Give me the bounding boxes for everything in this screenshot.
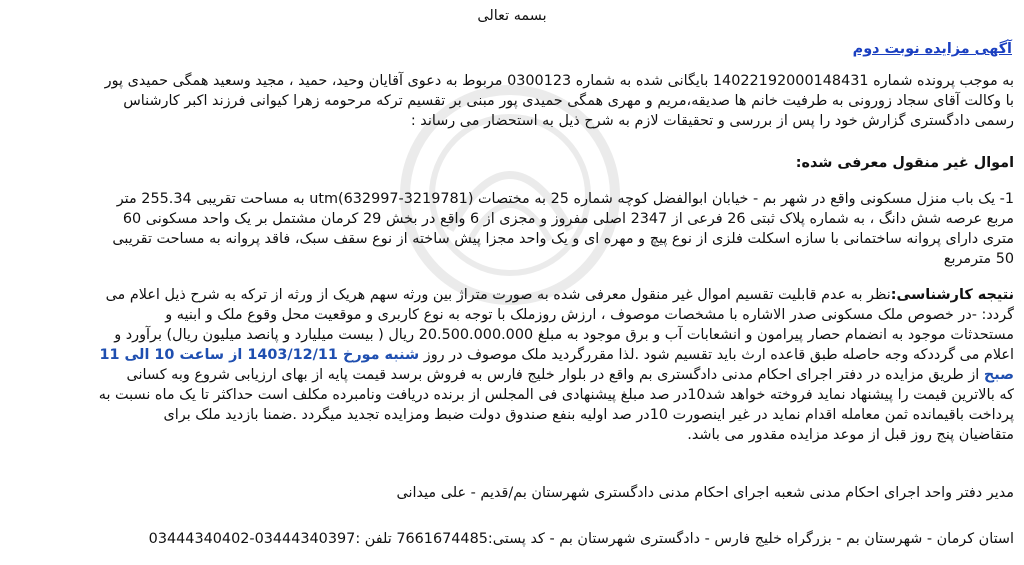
notice-title: آگهی مزایده نوبت دوم bbox=[852, 41, 1012, 57]
result-line-7: پرداخت باقیمانده ثمن معامله اقدام نماید در غیر اینصورت 10در صد اولیه بنفع صندوق دولت ضبط ومزایده تجدید میگردد .ضمنا بازدید ملک برای bbox=[163, 407, 1014, 423]
signature-line: مدیر دفتر واحد اجرای احکام مدنی شعبه اجرای احکام مدنی دادگستری شهرستان بم/قدیم - علی میدانی bbox=[396, 485, 1014, 501]
property-line-3: متری دارای پروانه ساختمانی با سازه اسکلت فلزی از نوع پیچ و مهره ای و یک واحد مجزا پیش ساخته از نوع سقف سبک، فاقد پروانه به مساحت تقریبی bbox=[112, 231, 1014, 247]
section-heading: اموال غیر منقول معرفی شده: bbox=[795, 155, 1014, 171]
result-line-8: متقاضیان پنج روز قبل از موعد مزایده مقدور می باشد. bbox=[687, 427, 1014, 443]
result-line-2: گردد: -در خصوص ملک مسکونی صدر الاشاره با مشخصات موصوف ، ارزش روزملک با توجه به نوع کاربری و موقعیت محل وقوع ملک و ابنیه و bbox=[165, 307, 1014, 323]
property-line-2: مربع عرصه شش دانگ ، به شماره پلاک ثبتی 26 فرعی از 2347 اصلی مفروز و مجزی از 6 واقع در بخش 29 کرمان مشتمل بر یک واحد مسکونی 60 bbox=[122, 211, 1014, 227]
auction-time-suffix: صبح bbox=[983, 367, 1014, 383]
property-line-4: 50 مترمربع bbox=[943, 251, 1014, 267]
result-line-5: از طریق مزایده در دفتر اجرای احکام مدنی دادگستری بم واقع در بلوار خلیج فارس به فروش برسد قیمت پایه از بهای ارزیابی شروع وبه کسانی bbox=[126, 367, 984, 383]
intro-line-3: رسمی دادگستری گزارش خود را پس از بررسی و تحقیقات لازم به شرح ذیل به استحضار می رساند : bbox=[410, 113, 1014, 129]
property-line-1: 1- یک باب منزل مسکونی واقع در شهر بم - خیابان ابوالفضل کوچه شماره 25 به مختصات utm(632997-3219781) به مساحت تقریبی 255.34 متر bbox=[116, 191, 1014, 207]
intro-line-1: به موجب پرونده شماره 14022192000148431 بایگانی شده به شماره 0300123 مربوط به دعوی آقایان وحید، حمید ، مجید وسعید همگی حمیدی پور bbox=[104, 73, 1014, 89]
result-line-4: اعلام می گرددکه وجه حاصله طبق قاعده ارث باید تقسیم شود .لذا مقررگردید ملک موصوف در روز bbox=[419, 347, 1014, 363]
result-line-1: نظر به عدم قابلیت تقسیم اموال غیر منقول معرفی شده به صورت متراژ بین ورثه سهم هریک از ورثه از ترکه به شرح ذیل اعلام می bbox=[105, 287, 891, 303]
result-label: نتیجه کارشناسی: bbox=[890, 287, 1014, 303]
intro-line-2: با وکالت آقای سجاد زورونی به طرفیت خانم ها صدیقه،مریم و مهری همگی حمیدی پور مبنی بر تقسیم ترکه مرحومه زهرا کیوانی فرزند اکبر کارشناس bbox=[123, 93, 1014, 109]
basmala: بسمه تعالی bbox=[477, 8, 547, 24]
result-line-6: که بالاترین قیمت را پیشنهاد نماید فروخته خواهد شد10در صد مبلغ پیشنهادی فی المجلس از برنده دریافت ونامبرده مکلف است حداکثر تا یک ماه نسبت به bbox=[98, 387, 1014, 403]
auction-date-time: شنبه مورخ 1403/12/11 از ساعت 10 الی 11 bbox=[99, 347, 420, 363]
address-line: استان کرمان - شهرستان بم - بزرگراه خلیج فارس - دادگستری شهرستان بم - کد پستی:7661674485 تلفن :03444340397-03444340402 bbox=[148, 531, 1014, 547]
result-line-3: مستحدثات موجود به انضمام حصار پیرامون و انشعابات آب و برق موجود به مبلغ 20.500.000.000 ریال ( بیست میلیارد و پانصد میلیون ریال) برآورد و bbox=[114, 327, 1014, 343]
